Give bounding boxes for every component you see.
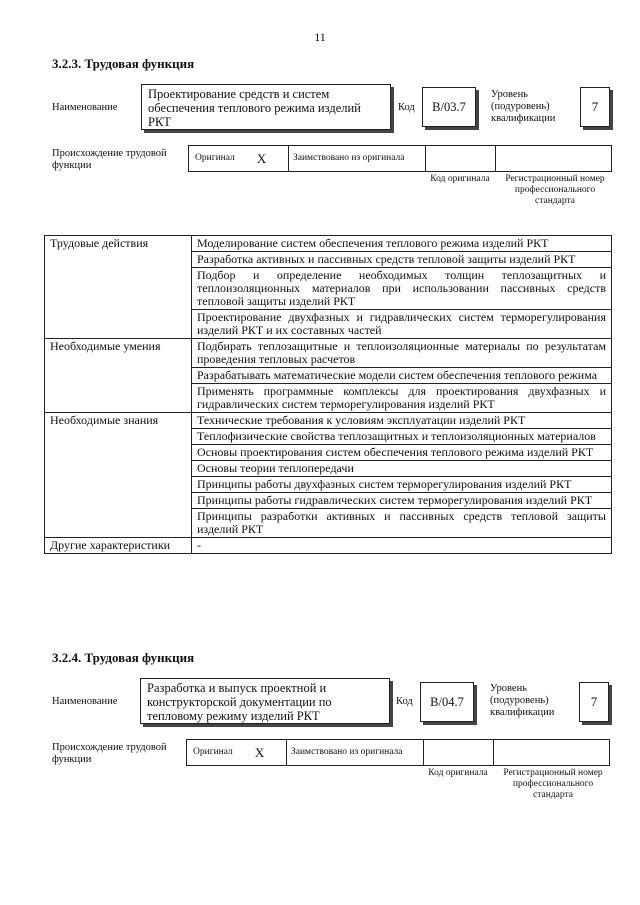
reg-number-cell (496, 146, 611, 171)
item-cell: Основы проектирования систем обеспечения теплового режима изделий РКТ (192, 445, 612, 461)
origin-code-cell (426, 146, 496, 171)
group-cell: Необходимые знания (45, 413, 192, 538)
page-number: 11 (314, 30, 326, 44)
group-cell: Другие характеристики (45, 538, 192, 554)
level-label: Уровень (подуровень) квалификации (491, 89, 556, 124)
code-box (422, 87, 476, 127)
group-cell: Необходимые умения (45, 339, 192, 413)
reg-number-cell (494, 740, 609, 765)
item-cell: Технические требования к условиям эксплуатации изделий РКТ (192, 413, 612, 429)
table-row (45, 236, 612, 252)
item-cell: Принципы разработки активных и пассивных средств тепловой защиты изделий РКТ (192, 509, 612, 538)
function-name-box (140, 678, 390, 724)
level-box (580, 87, 610, 127)
section-heading: 3.2.4. Трудовая функция (52, 650, 195, 665)
item-cell: Разработка активных и пассивных средств тепловой защиты изделий РКТ (192, 252, 612, 268)
name-label: Наименование (52, 696, 118, 707)
code-box (420, 682, 474, 722)
origin-code-cell (424, 740, 494, 765)
function-name: Разработка и выпуск проектной и конструкторской документации по тепловому режиму изделий РКТ (147, 681, 332, 723)
item-cell: Подбирать теплозащитные и теплоизоляционные материалы по результатам проведения тепловых расчетов (192, 339, 612, 368)
level-value: 7 (590, 694, 598, 709)
function-name-box (141, 84, 391, 130)
item-cell: Принципы работы двухфазных систем терморегулирования изделий РКТ (192, 477, 612, 493)
table-row (45, 538, 612, 554)
group-cell: Трудовые действия (45, 236, 192, 339)
reg-caption: Регистрационный номер профессионального стандарта (503, 768, 603, 800)
item-cell: Моделирование систем обеспечения теплового режима изделий РКТ (192, 236, 612, 252)
item-cell: Разрабатывать математические модели систем обеспечения теплового режима (192, 368, 612, 384)
function-table (44, 235, 612, 554)
borrowed-cell (289, 146, 426, 171)
borrowed-cell (287, 740, 424, 765)
origin-row (188, 145, 612, 172)
origin-row (186, 739, 610, 766)
item-cell: Подбор и определение необходимых толщин теплозащитных и теплоизоляционных материалов при использовании пассивных средств тепловой защиты изделий РКТ (192, 268, 612, 310)
item-cell: Применять программные комплексы для проектирования двухфазных и гидравлических систем терморегулирования изделий РКТ (192, 384, 612, 413)
code-caption: Код оригинала (430, 174, 490, 184)
borrowed-label: Заимствовано из оригинала (291, 747, 403, 757)
borrowed-label: Заимствовано из оригинала (293, 153, 405, 163)
item-cell: Теплофизические свойства теплозащитных и теплоизоляционных материалов (192, 429, 612, 445)
original-label: Оригинал (195, 153, 235, 163)
item-cell: Проектирование двухфазных и гидравлических систем терморегулирования изделий РКТ и их составных частей (192, 310, 612, 339)
name-label: Наименование (52, 102, 118, 113)
origin-label: Происхождение трудовой функции (52, 148, 167, 171)
original-cell (187, 740, 287, 765)
code-caption: Код оригинала (428, 768, 488, 778)
code-value: B/03.7 (432, 99, 466, 114)
original-mark: X (254, 744, 265, 760)
level-box (579, 682, 609, 722)
reg-caption: Регистрационный номер профессионального стандарта (505, 174, 605, 206)
item-cell: Основы теории теплопередачи (192, 461, 612, 477)
function-name: Проектирование средств и систем обеспечения теплового режима изделий РКТ (148, 87, 361, 129)
code-value: B/04.7 (430, 694, 464, 709)
origin-label: Происхождение трудовой функции (52, 742, 167, 765)
original-mark: X (256, 150, 267, 166)
level-value: 7 (591, 99, 599, 114)
original-cell (189, 146, 289, 171)
item-cell: Принципы работы гидравлических систем терморегулирования изделий РКТ (192, 493, 612, 509)
table-row (45, 339, 612, 368)
level-label: Уровень (подуровень) квалификации (490, 683, 555, 718)
code-label: Код (396, 696, 413, 707)
table-row (45, 413, 612, 429)
section-heading: 3.2.3. Трудовая функция (52, 56, 195, 71)
original-label: Оригинал (193, 747, 233, 757)
item-cell: - (192, 538, 612, 554)
code-label: Код (398, 102, 415, 113)
